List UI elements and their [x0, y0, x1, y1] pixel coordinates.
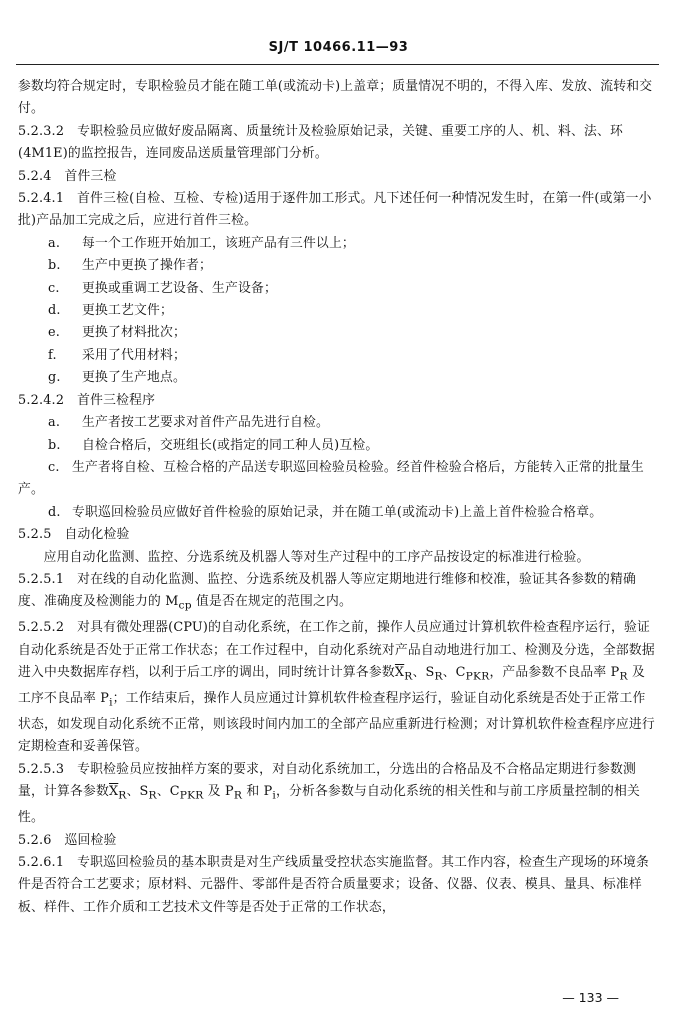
list-item-text: 更换或重调工艺设备、生产设备； — [82, 280, 277, 296]
list-item-text: 更换了材料批次； — [82, 325, 186, 341]
paragraph-5253: 5.2.5.3 专职检验员应按抽样方案的要求，对自动化系统加工，分选出的合格品及不合格品定期进行参数测量，计算各参数$\overline{X}_R$、$S_R$、$C_{PKR}$ 及 $P_R$ 和 $P_i$，分析各参数与自动化系统的相关性和与前工序质量控制的相关性。 — [18, 761, 640, 826]
list-item-label: e. — [48, 325, 61, 341]
list-item-text: 专职巡回检验员应做好首件检验的原始记录，并在随工单(或流动卡)上盖上首件检验合格章。 — [72, 504, 603, 520]
list-item-wrapped — [18, 502, 655, 524]
list-item-label: b. — [48, 437, 61, 453]
list-item-label: f. — [48, 347, 57, 363]
section-heading-525: 5.2.5 自动化检验 — [18, 527, 130, 543]
list-item — [18, 300, 655, 322]
page-number: — 133 — — [562, 990, 619, 1005]
paragraph-5241: 5.2.4.1 首件三检(自检、互检、专检)适用于逐件加工形式。凡下述任何一种情况发生时，在第一件(或第一小批)产品加工完成之后，应进行首件三检。 — [18, 191, 652, 229]
list-item-wrapped — [18, 457, 655, 502]
list-item — [18, 233, 655, 255]
list-item — [18, 412, 655, 434]
paragraph-5261: 5.2.6.1 专职巡回检验员的基本职责是对生产线质量受控状态实施监督。其工作内容，检查生产现场的环境条件是否符合工艺要求；原材料、元器件、零部件是否符合质量要求；设备、仪器、仪表、模具、量具、标准样板、样件、工作介质和工艺技术文件等是否处于正常的工作状态， — [18, 855, 650, 915]
list-item-text: 生产中更换了操作者； — [82, 258, 212, 274]
list-item-label: d. — [48, 303, 61, 319]
standard-number-header: SJ/T 10466.11—93 — [268, 40, 409, 55]
paragraph: 参数均符合规定时，专职检验员才能在随工单(或流动卡)上盖章；质量情况不明的，不得入库、发放、流转和交付。 — [18, 79, 653, 117]
list-item-text: 更换了生产地点。 — [82, 370, 186, 386]
list-item-label: b. — [48, 258, 61, 274]
paragraph-5251: 5.2.5.1 对在线的自动化监测、监控、分选系统及机器人等应定期地进行维修和校准，验证其各参数的精确度、准确度及检测能力的 $M_{cp}$ 值是否在规定的范围之内。 — [18, 571, 637, 612]
list-item-label: c. — [48, 280, 60, 296]
paragraph-525: 应用自动化监测、监控、分选系统及机器人等对生产过程中的工序产品按设定的标准进行检验。 — [43, 549, 590, 565]
list-item-label: a. — [48, 415, 61, 431]
list-item — [18, 278, 655, 300]
list-item-label: g. — [48, 370, 61, 386]
list-item-text: 生产者按工艺要求对首件产品先进行自检。 — [82, 415, 329, 431]
list-item-text: 采用了代用材料； — [82, 347, 186, 363]
list-item — [18, 367, 655, 389]
list-item-text: 生产者将自检、互检合格的产品送专职巡回检验员检验。经首件检验合格后，方能转入正常的批量生产。 — [18, 459, 644, 498]
list-item — [18, 345, 655, 367]
list-item — [18, 322, 655, 344]
list-item — [18, 255, 655, 277]
section-heading-524: 5.2.4 首件三检 — [18, 168, 117, 184]
list-item-label: a. — [48, 235, 61, 251]
header-rule — [16, 64, 659, 65]
section-heading-5242: 5.2.4.2 首件三检程序 — [18, 392, 156, 408]
paragraph-5252: 5.2.5.2 对具有微处理器(CPU)的自动化系统，在工作之前，操作人员应通过计算机软件检查程序运行，验证自动化系统是否处于正常工作状态；在工作过程中，自动化系统对产品自动地进行加工、检测及分选，全部数据进入中央数据库存档，以利于后工序的调出，同时统计计算各参数$\overline{X}_R$、$S_R$、$C_{PKR}$，产品参数不良品率 $P_R$ 及工序不良品率 $P_i$；工作结束后，操作人员应通过计算机软件检查程序运行，验证自动化系统是否处于正常工作状态，如发现自动化系统不正常，则该段时间内加工的全部产品应重新进行检测；对计算机软件检查程序应进行定期检查和妥善保管。 — [18, 620, 655, 755]
list-item-label: c. — [48, 459, 60, 475]
list-item-text: 自检合格后，交班组长(或指定的同工种人员)互检。 — [82, 437, 379, 453]
list-item-label: d. — [48, 504, 61, 520]
paragraph-5232: 5.2.3.2 专职检验员应做好废品隔离、质量统计及检验原始记录，关键、重要工序的人、机、料、法、环(4M1E)的监控报告，连同废品送质量管理部门分析。 — [18, 123, 624, 162]
list-item-text: 更换工艺文件； — [82, 303, 173, 319]
list-item-text: 每一个工作班开始加工，该班产品有三件以上； — [82, 235, 355, 251]
document-body — [18, 76, 655, 919]
section-heading-526: 5.2.6 巡回检验 — [18, 832, 117, 848]
list-item — [18, 435, 655, 457]
